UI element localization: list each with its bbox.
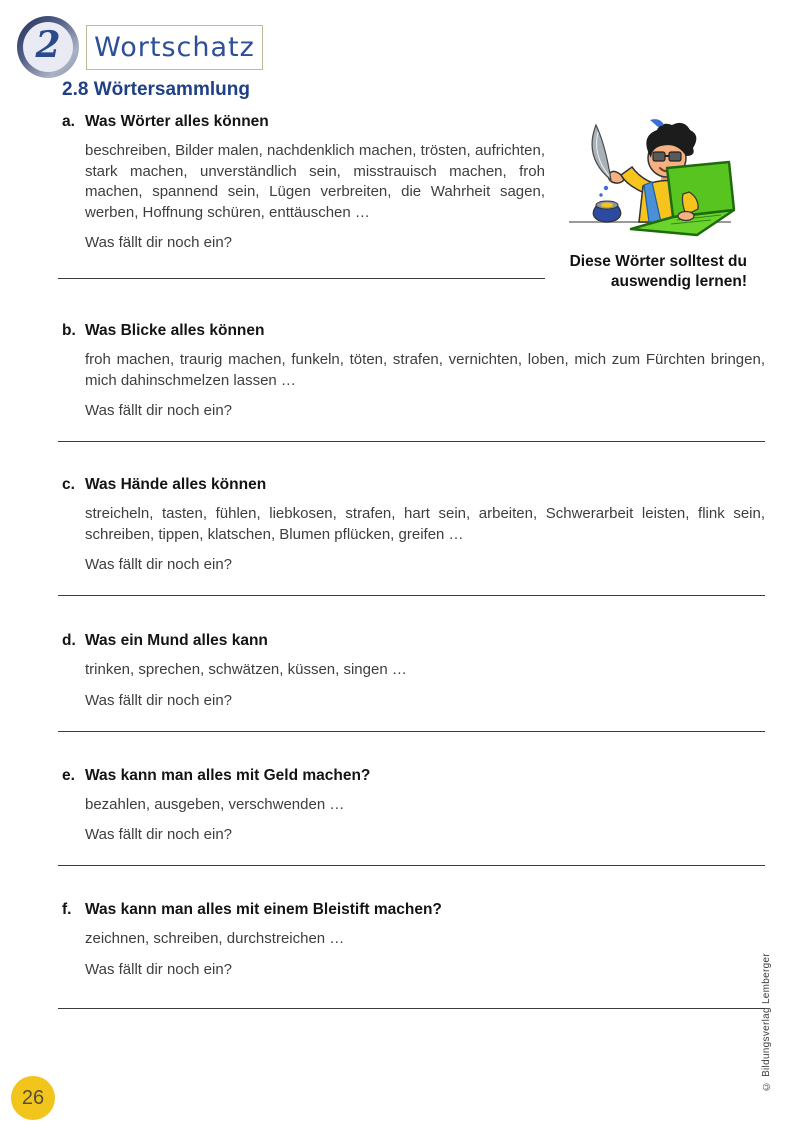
figure-caption-line2: auswendig lernen! — [610, 273, 747, 290]
exercise-letter: a. — [62, 113, 75, 130]
exercise-heading — [62, 766, 765, 786]
answer-line — [58, 865, 765, 866]
exercise-letter: e. — [62, 766, 75, 784]
exercise-title: Was kann man alles mit einem Bleistift machen? — [85, 901, 442, 918]
exercise-letter: b. — [62, 322, 76, 339]
exercise-f — [62, 900, 765, 1009]
exercise-letter: c. — [62, 476, 75, 493]
section-a-row — [62, 112, 765, 292]
word-list: beschreiben, Bilder malen, nachdenklich machen, trösten, aufrichten, stark machen, unverständlich sein, misstrauisch machen, froh machen, spannend sein, Lügen verbreiten, die Wahrheit sagen, werben, Hoffnung schüren, enttäuschen … — [85, 142, 545, 221]
exercise-b — [62, 321, 765, 442]
word-list: streicheln, tasten, fühlen, liebkosen, strafen, hart sein, arbeiten, Schwerarbeit leisten, flink sein, schreiben, tippen, klatschen, Blumen pflücken, greifen … — [85, 505, 765, 543]
prompt-question: Was fällt dir noch ein? — [85, 234, 233, 251]
unit-number: 2 — [23, 22, 73, 72]
prompt-question: Was fällt dir noch ein? — [85, 826, 233, 843]
unit-title: Wortschatz — [86, 25, 263, 70]
ink-drop — [599, 193, 602, 196]
prompt-question: Was fällt dir noch ein? — [85, 402, 233, 419]
answer-line — [58, 731, 765, 732]
exercise-heading — [62, 112, 545, 132]
prompt-question: Was fällt dir noch ein? — [85, 960, 233, 978]
prompt-question: Was fällt dir noch ein? — [85, 691, 233, 709]
exercise-heading — [62, 475, 765, 495]
exercise-heading — [62, 321, 765, 341]
page-content — [62, 112, 765, 1009]
answer-line — [58, 1008, 765, 1009]
page-number: 26 — [21, 1086, 45, 1109]
exercise-title: Was Blicke alles können — [85, 322, 265, 339]
word-list: bezahlen, ausgeben, verschwenden … — [85, 795, 345, 813]
ink-drop — [604, 186, 608, 190]
figure-caption-line1: Diese Wörter solltest du — [569, 253, 747, 270]
glasses-left-lens — [653, 152, 665, 161]
exercise-d — [62, 631, 765, 732]
answer-line — [58, 278, 545, 279]
section-heading: 2.8 Wörtersammlung — [62, 79, 250, 100]
unit-number-badge — [17, 16, 79, 78]
answer-line — [58, 595, 765, 596]
exercise-letter: f. — [62, 901, 72, 918]
laptop-screen — [667, 162, 734, 217]
exercise-heading — [62, 900, 765, 920]
exercise-letter: d. — [62, 632, 76, 649]
page-number-badge — [11, 1076, 55, 1120]
exercise-heading — [62, 631, 765, 651]
copyright-notice: © Bildungsverlag Lemberger — [761, 952, 772, 1091]
prompt-question: Was fällt dir noch ein? — [85, 556, 233, 573]
word-list: froh machen, traurig machen, funkeln, töten, strafen, vernichten, loben, mich zum Fürchten bringen, mich dahinschmelzen lassen … — [85, 351, 765, 389]
exercise-title: Was ein Mund alles kann — [85, 632, 268, 649]
word-list: zeichnen, schreiben, durchstreichen … — [85, 930, 345, 947]
exercise-title: Was kann man alles mit Geld machen? — [85, 766, 371, 784]
exercise-e — [62, 766, 765, 867]
ink-pot-lid — [601, 203, 613, 208]
figure-column — [565, 112, 747, 292]
word-list: trinken, sprechen, schwätzen, küssen, singen … — [85, 661, 407, 678]
typing-hand — [678, 212, 694, 221]
exercise-title: Was Wörter alles können — [85, 113, 269, 130]
exercise-title: Was Hände alles können — [85, 476, 267, 493]
answer-line — [58, 441, 765, 442]
glasses-right-lens — [669, 152, 681, 161]
figure-caption — [565, 252, 747, 292]
quill-pen — [592, 125, 611, 180]
student-writing-illustration — [565, 118, 735, 243]
exercise-c — [62, 475, 765, 596]
exercise-a — [62, 112, 545, 292]
